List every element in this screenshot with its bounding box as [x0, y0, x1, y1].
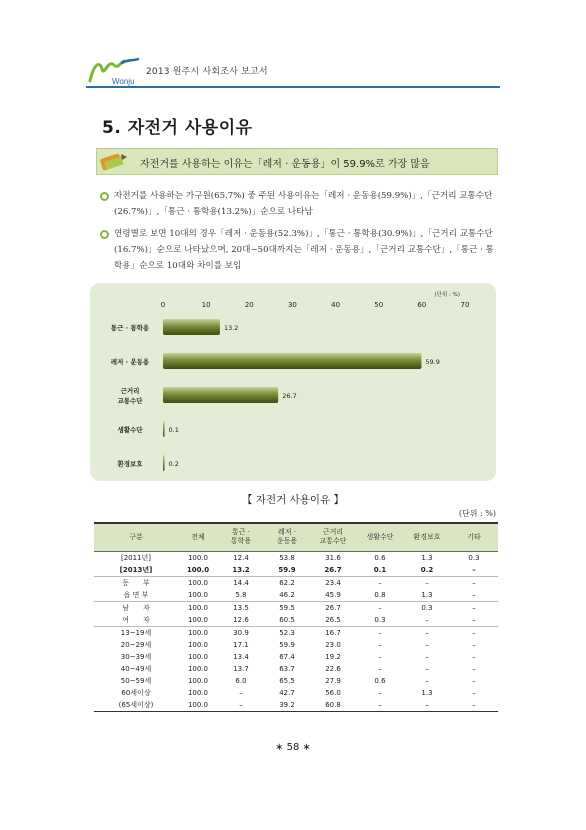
- logo-text: Wonju: [112, 77, 135, 86]
- table-cell: 1.3: [421, 688, 433, 697]
- table-cell: –: [378, 578, 382, 587]
- bullet-icon: [100, 192, 109, 201]
- header-cell: 통근 · 통학용: [218, 523, 264, 551]
- table-cell: –: [378, 652, 382, 661]
- table-row: [94, 614, 498, 627]
- table-row: [94, 675, 498, 687]
- pencil-icon: [97, 147, 129, 177]
- table-cell: 100.0: [187, 652, 209, 661]
- table-cell: –: [472, 628, 476, 637]
- table-cell: 100.0: [178, 614, 218, 627]
- category-label: 환경보호: [117, 460, 143, 468]
- header-cell: 구분: [94, 523, 178, 551]
- data-label: 59.9: [425, 358, 440, 366]
- table-cell: –: [356, 699, 404, 712]
- table-cell: –: [425, 664, 429, 673]
- bar: [163, 455, 165, 471]
- table-cell: –: [425, 578, 429, 587]
- bullet-text: 연령별로 보면 10대의 경우「레저 · 운동용(52.3%)」,「통근 · 통학용(30.9%)」,「근거리 교통수단(16.7%)」순으로 나타났으며, 20대~50대까지는「레저 · 운동용」,「근거리 교통수단」,「통근 · 통학용」순으로 10대와 차이를 보임: [114, 229, 494, 271]
- table-cell: 5.8: [218, 589, 264, 602]
- table-cell: 53.8: [279, 553, 295, 562]
- x-tick-label: 70: [460, 301, 470, 309]
- table-cell: –: [404, 614, 450, 627]
- table-row: [94, 651, 498, 663]
- row-label-cell: 남 자: [122, 603, 150, 612]
- table-cell: 19.2: [325, 652, 341, 661]
- data-label: 0.2: [168, 460, 179, 468]
- table-cell: 0.8: [356, 589, 404, 602]
- table-cell: –: [472, 603, 476, 612]
- row-label-cell: 읍 면 부: [94, 589, 178, 602]
- table-row: [94, 551, 498, 564]
- table-cell: 59.9: [279, 640, 295, 649]
- table-row: [94, 639, 498, 651]
- table-cell: 60.8: [310, 699, 356, 712]
- bar: [163, 387, 278, 403]
- category-label: 근거리: [120, 387, 140, 395]
- table-row: [94, 564, 498, 577]
- row-label-cell: 동 부: [122, 578, 150, 587]
- row-label-cell: 13~19세: [120, 628, 152, 637]
- table-cell: –: [378, 603, 382, 612]
- table-cell: 56.0: [325, 688, 341, 697]
- wonju-logo: [86, 55, 146, 87]
- table-row: [94, 699, 498, 712]
- table-cell: –: [378, 664, 382, 673]
- table-cell: 100.0: [187, 578, 209, 587]
- table-cell: 100.0: [187, 603, 209, 612]
- table-cell: 100.0: [187, 628, 209, 637]
- chart-unit: (단위 : %): [434, 292, 460, 298]
- table-cell: –: [425, 676, 429, 685]
- table-cell: 31.6: [325, 553, 341, 562]
- bullet-item: [100, 188, 502, 220]
- table-cell: 26.5: [310, 614, 356, 627]
- table-cell: –: [404, 699, 450, 712]
- data-label: 0.1: [168, 426, 179, 434]
- table-cell: 0.3: [356, 614, 404, 627]
- data-label: 13.2: [223, 324, 239, 332]
- header-cell: 생활수단: [356, 523, 404, 551]
- table-cell: 60.5: [264, 614, 310, 627]
- row-label-cell: 40~49세: [120, 664, 152, 673]
- row-label-cell: 50~59세: [120, 676, 152, 685]
- header-cell: 전체: [178, 523, 218, 551]
- table-row: [94, 626, 498, 639]
- table-cell: 100.0: [178, 564, 218, 577]
- table-cell: 23.4: [325, 578, 341, 587]
- summary-text: 자전거를 사용하는 이유는「레저 · 운동용」이 59.9%로 가장 많음: [140, 159, 430, 170]
- table-cell: –: [378, 628, 382, 637]
- table-cell: –: [378, 688, 382, 697]
- bar: [163, 353, 421, 369]
- bullet-text: 자전거를 사용하는 가구원(65.7%) 중 주된 사용이유는「레저 · 운동용(59.9%)」,「근거리 교통수단(26.7%)」,「통근 · 통학용(13.2%)」순으로 나타남: [114, 191, 493, 217]
- table-cell: 100.0: [187, 664, 209, 673]
- table-cell: 1.3: [404, 589, 450, 602]
- bar-chart: [90, 283, 496, 481]
- table-cell: 14.4: [233, 578, 249, 587]
- table-cell: 0.3: [421, 603, 433, 612]
- data-table: [94, 522, 498, 712]
- table-cell: –: [472, 640, 476, 649]
- page-number: ∗ 58 ∗: [275, 742, 311, 753]
- table-cell: 22.6: [325, 664, 341, 673]
- row-label-cell: [2013년]: [94, 564, 178, 577]
- bullet-item: [100, 226, 502, 274]
- table-row: [94, 601, 498, 614]
- table-row: [94, 663, 498, 675]
- table-cell: 27.9: [325, 676, 341, 685]
- table-title: 【 자전거 사용이유 】: [241, 494, 344, 506]
- header-cell: 레저 · 운동용: [264, 523, 310, 551]
- bar: [163, 319, 220, 335]
- table-cell: 0.3: [468, 553, 480, 562]
- table-cell: 39.2: [264, 699, 310, 712]
- table-cell: 59.5: [279, 603, 295, 612]
- category-label: 레저 · 운동용: [110, 358, 150, 366]
- table-cell: –: [450, 699, 498, 712]
- x-tick-label: 10: [201, 301, 211, 309]
- x-tick-label: 0: [160, 301, 166, 309]
- report-title: 2013 원주시 사회조사 보고서: [146, 67, 268, 77]
- table-cell: –: [472, 578, 476, 587]
- table-cell: 100.0: [187, 640, 209, 649]
- table-cell: 67.4: [279, 652, 295, 661]
- table-cell: –: [425, 628, 429, 637]
- table-cell: –: [472, 676, 476, 685]
- category-label: 통근 · 통학용: [110, 324, 150, 332]
- header-cell: 환경보호: [404, 523, 450, 551]
- table-cell: –: [472, 688, 476, 697]
- table-cell: 17.1: [233, 640, 249, 649]
- bullet-icon: [100, 230, 109, 239]
- data-label: 26.7: [282, 392, 297, 400]
- header-cell: 기타: [450, 523, 498, 551]
- summary-box: [96, 148, 498, 175]
- table-unit: (단위 : %): [458, 509, 496, 518]
- table-cell: –: [450, 589, 498, 602]
- table-cell: 0.1: [356, 564, 404, 577]
- table-cell: 16.7: [325, 628, 341, 637]
- table-cell: 100.0: [187, 553, 209, 562]
- table-cell: 65.5: [279, 676, 295, 685]
- table-cell: –: [472, 652, 476, 661]
- table-cell: 6.0: [235, 676, 247, 685]
- row-label-cell: 20~29세: [120, 640, 152, 649]
- header-divider: [86, 86, 500, 88]
- table-cell: 0.6: [374, 676, 386, 685]
- section-title: 5. 자전거 사용이유: [102, 118, 253, 138]
- chart-canvas: [90, 283, 496, 481]
- table-row: [94, 589, 498, 602]
- row-label-cell: 30~39세: [120, 652, 152, 661]
- table-row: [94, 576, 498, 589]
- table-cell: –: [450, 614, 498, 627]
- table-header-row: [94, 523, 498, 551]
- table-cell: 30.9: [233, 628, 249, 637]
- row-label-cell: 60세이상: [121, 688, 151, 697]
- category-label: 교통수단: [117, 397, 143, 405]
- row-label-cell: 여 자: [94, 614, 178, 627]
- table-cell: 0.2: [404, 564, 450, 577]
- table-cell: 13.7: [233, 664, 249, 673]
- row-label-cell: (65세이상): [94, 699, 178, 712]
- table-cell: –: [425, 652, 429, 661]
- bar: [163, 421, 165, 437]
- table-cell: –: [472, 664, 476, 673]
- table-cell: 12.4: [233, 553, 249, 562]
- table-cell: 13.2: [218, 564, 264, 577]
- table-cell: –: [218, 699, 264, 712]
- table-row: [94, 687, 498, 699]
- table-cell: 62.2: [279, 578, 295, 587]
- table-cell: 100.0: [178, 699, 218, 712]
- table-cell: 23.0: [325, 640, 341, 649]
- category-label: 생활수단: [117, 426, 143, 434]
- table-cell: 26.7: [310, 564, 356, 577]
- x-tick-label: 40: [331, 301, 341, 309]
- table-cell: 46.2: [264, 589, 310, 602]
- table-cell: –: [239, 688, 243, 697]
- table-cell: 45.9: [310, 589, 356, 602]
- table-cell: –: [450, 564, 498, 577]
- table-cell: 100.0: [187, 676, 209, 685]
- row-label-cell: [2011년]: [120, 553, 152, 562]
- table-cell: 63.7: [279, 664, 295, 673]
- x-tick-label: 60: [417, 301, 427, 309]
- table-cell: –: [378, 640, 382, 649]
- x-tick-label: 20: [244, 301, 254, 309]
- table-cell: 0.6: [374, 553, 386, 562]
- table-cell: 13.5: [233, 603, 249, 612]
- header-cell: 근거리 교통수단: [310, 523, 356, 551]
- table-cell: 12.6: [218, 614, 264, 627]
- table-cell: 52.3: [279, 628, 295, 637]
- x-tick-label: 30: [287, 301, 297, 309]
- table-cell: 42.7: [279, 688, 295, 697]
- table-cell: 1.3: [421, 553, 433, 562]
- table-cell: 100.0: [178, 589, 218, 602]
- table-cell: 100.0: [187, 688, 209, 697]
- table-cell: 13.4: [233, 652, 249, 661]
- table-cell: 26.7: [325, 603, 341, 612]
- table-cell: 59.9: [264, 564, 310, 577]
- x-tick-label: 50: [374, 301, 384, 309]
- table-cell: –: [425, 640, 429, 649]
